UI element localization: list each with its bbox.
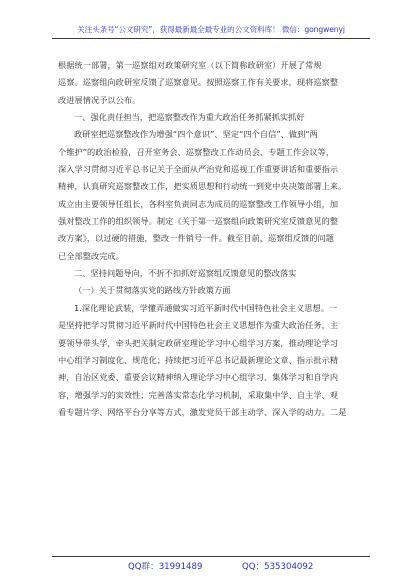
qq-number: QQ：535304092 [242,562,314,572]
header-banner: 关注头条号“公文研究”，获得最新最全最专业的公文资料库！ 微信：gongwenyj [77,25,345,34]
qq-group-number: QQ群：31991489 [128,562,203,572]
body-line: 容，增强学习的实效性；完善落实常态化学习机制，采取集中学、自主学、观 [58,389,339,400]
section-heading: 一、强化责任担当，把巡察整改作为重大政治任务抓紧抓实抓好 [74,112,305,123]
body-line: 改进展情况予以公布。 [58,94,141,105]
body-line: 要领导带头学，牵头把关制定政研室理论学习中心组学习方案，推动理论学习 [58,337,339,348]
body-line: 已全部整改完成。 [58,250,124,261]
body-line: 个维护”的政治检验，召开室务会、巡察整改工作动员会、专题工作会议等， [58,146,335,157]
body-line: 强对整改工作的组织领导。制定《关于第一巡察组向政策研究室反馈意见的整 [58,216,339,227]
body-line: 是坚持把学习贯彻习近平新时代中国特色社会主义思想作为重大政治任务，主 [58,320,339,331]
footer-divider [52,556,370,557]
body-line: 巡察。巡察组向政研室反馈了巡察意见。按照巡察工作有关要求，现将巡察整 [58,77,339,88]
body-line: 精神，认真研究巡察整改工作，把实质思想和行动统一到党中央决策部署上来。 [58,181,347,192]
header-divider [52,38,370,39]
document-body [58,57,370,421]
subsection-heading: （一）关于贯彻落实党的路线方针政策方面 [74,285,231,296]
body-line: 1.深化理论武装，学懂弄通做实习近平新时代中国特色社会主义思想。一 [74,302,338,313]
body-line: 神，自治区党委、重要会议精神纳入理论学习中心组学习、集体学习和自学内 [58,372,339,383]
footer [52,561,370,573]
body-line: 中心组学习制度化、规范化；持续把习近平总书记最新理论文章、指示批示精 [58,354,339,365]
section-heading: 二、坚持问题导向，不折不扣抓好巡察组反馈意见的整改落实 [74,268,297,279]
body-line: 改方案》，以过硬的措施，整改一件销号一件。截至目前，巡察组反馈的问题 [58,233,334,244]
body-line: 看专题片学、网络平台分享等方式，激发党员干部主动学、深入学的动力。二是 [58,406,347,417]
body-line: 成立由主要领导任组长，各科室负责同志为成员的巡察整改工作领导小组，加 [58,198,339,209]
body-line: 根据统一部署，第一巡察组对政策研究室（以下简称政研室）开展了常规 [58,60,322,70]
body-line: 政研室把巡察整改作为增强“四个意识”、坚定“四个自信”、做到“两 [74,129,318,140]
body-line: 深入学习贯彻习近平总书记关于全面从严治党和巡视工作重要讲话和重要指示 [58,164,339,175]
